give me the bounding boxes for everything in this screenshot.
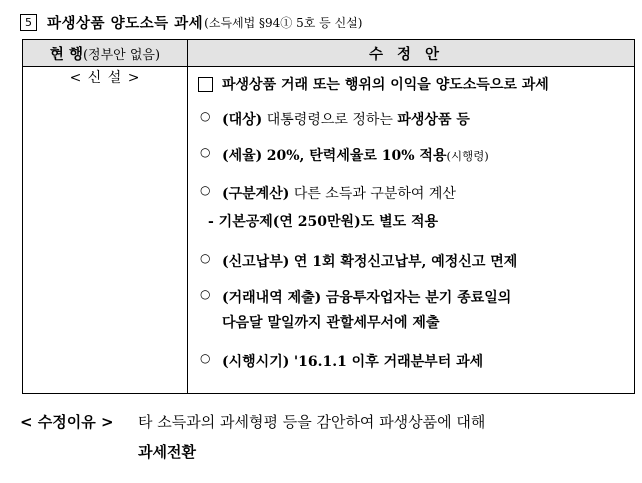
circle-bullet-icon: ○ [200,109,211,123]
item-label: (세율) [222,148,263,164]
list-item-filing [200,251,634,271]
square-bullet-icon [198,77,213,92]
item-text: 금융투자업자는 분기 종료일의 [325,290,512,306]
circle-bullet-icon: ○ [200,351,211,365]
header-current [23,40,188,67]
item-text-bold: 20%, 탄력세율로 10% 적용 [266,148,447,164]
item-text: 연 1회 확정신고납부, 예정신고 면제 [293,254,518,270]
item-text-bold: 파생상품 등 [397,112,470,128]
reason-line2: 과세전환 [138,443,196,461]
list-item-target [200,109,634,129]
list-item-effective-date [200,351,634,371]
circle-bullet-icon: ○ [200,287,211,301]
circle-bullet-icon: ○ [200,145,211,159]
section-title: 파생상품 양도소득 과세 [47,14,204,32]
reason-line1: 타 소득과의 과세형평 등을 감안하여 파생상품에 대해 [138,413,486,431]
main-point-text: 파생상품 거래 또는 행위의 이익을 양도소득으로 과세 [222,77,549,93]
comparison-table [22,39,635,394]
revision-reason [20,411,630,462]
reason-label: < 수정이유 > [20,413,114,431]
header-revision [188,40,635,67]
header-current-label: 현 행 [49,45,83,63]
sub-item-basic-deduction: - 기본공제(연 250만원)도 별도 적용 [208,214,439,230]
header-current-note: (정부안 없음) [82,47,161,63]
current-cell [23,67,188,394]
section-subtitle: (소득세법 §94① 5호 등 신설) [204,15,363,30]
item-text-line2: 다음달 말일까지 관할세무서에 제출 [222,315,440,331]
item-text: '16.1.1 이후 거래분부터 과세 [293,354,484,370]
item-label: (구분계산) [222,186,290,202]
revision-cell [188,67,635,394]
item-label: (거래내역 제출) [222,290,322,306]
current-text: < 신 설 > [69,70,141,86]
circle-bullet-icon: ○ [200,183,211,197]
section-title-row [20,10,362,34]
main-point [198,74,634,94]
item-text: 대통령령으로 정하는 [266,112,393,128]
item-label: (시행시기) [222,354,290,370]
item-label: (대상) [222,112,263,128]
item-label: (신고납부) [222,254,290,270]
list-item-tax-rate [200,145,634,165]
item-text: 다른 소득과 구분하여 계산 [293,186,456,202]
list-item-transaction-report [200,287,634,332]
list-item-separate-calc [200,183,634,203]
header-revision-label: 수정안 [368,45,454,63]
circle-bullet-icon: ○ [200,251,211,265]
item-note: (시행령) [446,149,489,163]
section-number: 5 [20,14,37,31]
